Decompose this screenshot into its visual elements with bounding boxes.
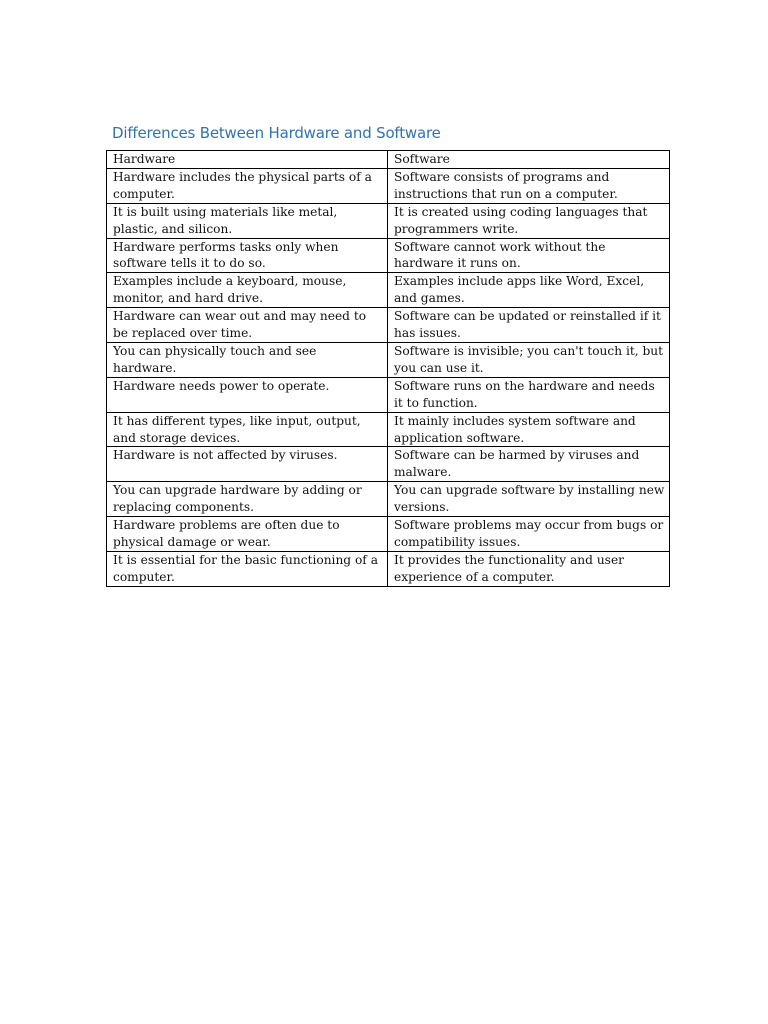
hardware-cell: Hardware includes the physical parts of a computer. bbox=[107, 168, 388, 203]
software-cell: Software runs on the hardware and needs it to function. bbox=[388, 377, 670, 412]
table-row bbox=[107, 203, 670, 238]
table-row bbox=[107, 551, 670, 586]
software-cell: It mainly includes system software and application software. bbox=[388, 412, 670, 447]
comparison-table bbox=[106, 150, 670, 587]
header-cell-software: Software bbox=[388, 151, 670, 169]
software-cell: Software can be updated or reinstalled if it has issues. bbox=[388, 308, 670, 343]
table-row bbox=[107, 273, 670, 308]
hardware-cell: Examples include a keyboard, mouse, monitor, and hard drive. bbox=[107, 273, 388, 308]
hardware-cell: Hardware can wear out and may need to be replaced over time. bbox=[107, 308, 388, 343]
software-cell: Software cannot work without the hardware it runs on. bbox=[388, 238, 670, 273]
software-cell: You can upgrade software by installing new versions. bbox=[388, 482, 670, 517]
hardware-cell: It is built using materials like metal, plastic, and silicon. bbox=[107, 203, 388, 238]
software-cell: Examples include apps like Word, Excel, and games. bbox=[388, 273, 670, 308]
hardware-cell: It has different types, like input, output, and storage devices. bbox=[107, 412, 388, 447]
software-cell: Software problems may occur from bugs or compatibility issues. bbox=[388, 517, 670, 552]
software-cell: Software consists of programs and instructions that run on a computer. bbox=[388, 168, 670, 203]
software-cell: It is created using coding languages that programmers write. bbox=[388, 203, 670, 238]
table-header-row bbox=[107, 151, 670, 169]
hardware-cell: It is essential for the basic functioning of a computer. bbox=[107, 551, 388, 586]
hardware-cell: You can physically touch and see hardware. bbox=[107, 342, 388, 377]
table-row bbox=[107, 447, 670, 482]
table-row bbox=[107, 482, 670, 517]
hardware-cell: Hardware problems are often due to physical damage or wear. bbox=[107, 517, 388, 552]
table-row bbox=[107, 412, 670, 447]
header-cell-hardware: Hardware bbox=[107, 151, 388, 169]
table-row bbox=[107, 238, 670, 273]
hardware-cell: Hardware performs tasks only when software tells it to do so. bbox=[107, 238, 388, 273]
table-row bbox=[107, 377, 670, 412]
hardware-cell: Hardware needs power to operate. bbox=[107, 377, 388, 412]
table-row bbox=[107, 308, 670, 343]
table-row bbox=[107, 517, 670, 552]
table-row bbox=[107, 168, 670, 203]
document-title: Differences Between Hardware and Software bbox=[112, 124, 441, 142]
table-row bbox=[107, 342, 670, 377]
hardware-cell: Hardware is not affected by viruses. bbox=[107, 447, 388, 482]
hardware-cell: You can upgrade hardware by adding or replacing components. bbox=[107, 482, 388, 517]
software-cell: It provides the functionality and user experience of a computer. bbox=[388, 551, 670, 586]
software-cell: Software is invisible; you can't touch it, but you can use it. bbox=[388, 342, 670, 377]
software-cell: Software can be harmed by viruses and malware. bbox=[388, 447, 670, 482]
